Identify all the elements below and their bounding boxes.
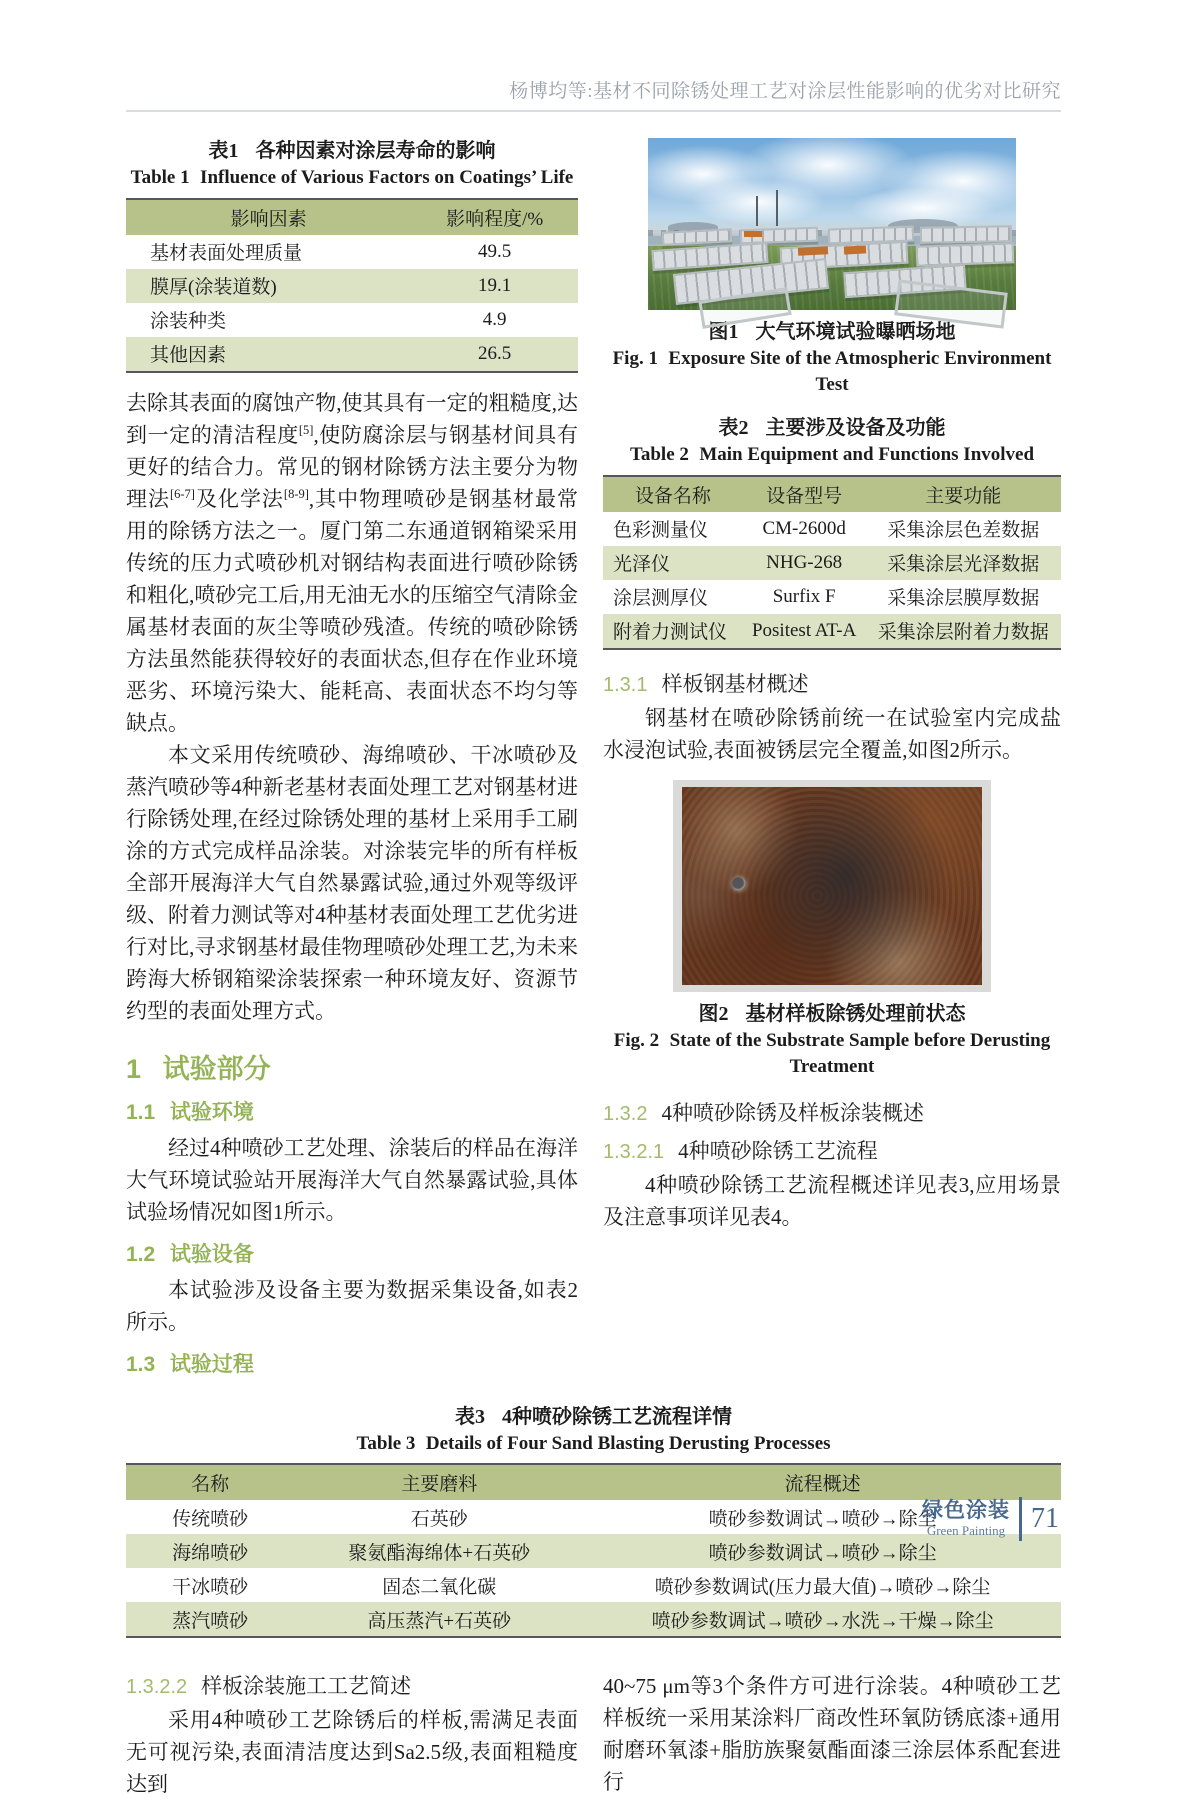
- paragraph-1-3-2-1: 4种喷砂除锈工艺流程概述详见表3,应用场景及注意事项详见表4。: [603, 1173, 1061, 1230]
- figure1-photo: [648, 138, 1016, 310]
- figure1-caption: 图1 大气环境试验曝晒场地 Fig. 1 Exposure Site of the Atmospheric Environment Test: [612, 321, 1052, 395]
- paragraph-1-1: 经过4种喷砂工艺处理、涂装后的样品在海洋大气环境试验站开展海洋大气自然暴露试验,具体试验场情况如图1所示。: [126, 1135, 578, 1224]
- running-head: 杨博均等:基材不同除锈处理工艺对涂层性能影响的优劣对比研究: [509, 81, 1061, 102]
- table-row: 海绵喷砂 聚氨酯海绵体+石英砂 喷砂参数调试→喷砂→除尘: [126, 1534, 1061, 1568]
- table1-influence-factors: [126, 198, 578, 373]
- plate-hole: [732, 877, 746, 891]
- orange-samples: [744, 231, 762, 237]
- table-row: 涂装种类 4.9: [150, 308, 507, 333]
- table-row: 传统喷砂 石英砂 喷砂参数调试→喷砂→除尘: [172, 1508, 937, 1530]
- bottom-right-column: [603, 1662, 1061, 1800]
- exposure-rack: [920, 225, 1012, 244]
- section-1-3-2-1-heading: 1.3.2.1 4种喷砂除锈工艺流程: [603, 1139, 878, 1164]
- paragraph-continuation: 40~75 μm等3个条件方可进行涂装。4种喷砂工艺样板统一采用某涂料厂商改性环氧防锈底漆+通用耐磨环氧漆+脂肪族聚氨酯面漆三涂层体系配套进行: [603, 1674, 1061, 1795]
- section-1-heading: 1 试验部分: [126, 1053, 271, 1084]
- table-row: 其他因素 26.5: [126, 337, 578, 372]
- paragraph-intro-2: 本文采用传统喷砂、海绵喷砂、干冰喷砂及蒸汽喷砂等4种新老基材表面处理工艺对钢基材进行除锈处理,在经过除锈处理的基材上采用手工刷涂的方式完成样品涂装。对涂装完毕的所有样板全部开展海洋大气自然暴露试验,通过外观等级评级、附着力测试等对4种基材表面处理工艺优劣进行对比,寻求钢基材最佳物理喷砂处理工艺,为未来跨海大桥钢箱梁涂装探索一种环境友好、资源节约型的表面处理方式。: [126, 742, 578, 1023]
- rusted-plate: [682, 787, 982, 985]
- section-1-2-heading: 1.2 试验设备: [126, 1242, 254, 1266]
- table-header-row: 影响因素 影响程度/%: [126, 199, 578, 235]
- paragraph-1-3-2-2: 采用4种喷砂工艺除锈后的样板,需满足表面无可视污染,表面清洁度达到Sa2.5级,表面粗糙度达到: [126, 1708, 578, 1797]
- journal-brand: [922, 1499, 1010, 1538]
- exposure-rack: [916, 242, 1015, 266]
- mast-pole: [756, 196, 758, 226]
- table3-caption: 表3 4种喷砂除锈工艺流程详情 Table 3 Details of Four Sand Blasting Derusting Processes: [356, 1405, 831, 1454]
- paragraph-intro-1: 去除其表面的腐蚀产物,使其具有一定的粗糙度,达到一定的清洁程度[5],使防腐涂层与钢基材间具有更好的结合力。常见的钢材除锈方法主要分为物理法[6-7]及化学法[8-9],其中物理喷砂是钢基材最常用的除锈方法之一。厦门第二东通道钢箱梁采用传统的压力式喷砂机对钢结构表面进行喷砂除锈和粗化,喷砂完工后,用无油无水的压缩空气清除金属基材表面的灰尘等喷砂残渣。传统的喷砂除锈方法虽然能获得较好的表面状态,但存在作业环境恶劣、环境污染大、能耗高、表面状态不均匀等缺点。: [126, 390, 579, 735]
- left-column: [126, 138, 578, 1384]
- paragraph-1-3-1: 钢基材在喷砂除锈前统一在试验室内完成盐水浸泡试验,表面被锈层完全覆盖,如图2所示。: [603, 705, 1061, 762]
- journal-name-zh: 绿色涂装: [922, 1499, 1010, 1523]
- cloud: [688, 178, 828, 226]
- table1-caption: 表1 各种因素对涂层寿命的影响 Table 1 Influence of Various Factors on Coatings’ Life: [130, 140, 574, 188]
- orange-samples: [844, 245, 866, 254]
- section-1-3-2-heading: 1.3.2 4种喷砂除锈及样板涂装概述: [603, 1101, 924, 1126]
- table-header-row: 设备名称 设备型号 主要功能: [603, 476, 1061, 512]
- section-1-1-heading: 1.1 试验环境: [126, 1100, 254, 1124]
- orange-samples: [798, 246, 828, 256]
- table-header-row: 名称 主要磨料 流程概述: [126, 1464, 1061, 1500]
- table-row: 涂层测厚仪 Surfix F 采集涂层膜厚数据: [613, 585, 1040, 610]
- page-footer: [922, 1497, 1059, 1541]
- citation-ref: [6-7]: [169, 486, 195, 501]
- citation-ref: [5]: [298, 422, 314, 437]
- citation-ref: [8-9]: [283, 486, 309, 501]
- bottom-left-column: [126, 1662, 578, 1800]
- right-column: [603, 138, 1061, 1384]
- section-1-3-2-2-heading: 1.3.2.2 样板涂装施工工艺简述: [126, 1674, 412, 1699]
- paragraph-1-2: 本试验涉及设备主要为数据采集设备,如表2所示。: [126, 1277, 578, 1334]
- section-1-3-heading: 1.3 试验过程: [126, 1352, 254, 1376]
- mast-pole: [776, 190, 778, 226]
- header-divider: [126, 110, 1061, 112]
- table2-caption: 表2 主要涉及设备及功能 Table 2 Main Equipment and Functions Involved: [629, 417, 1035, 466]
- table-row: 膜厚(涂装道数) 19.1: [126, 269, 578, 303]
- figure2-caption: 图2 基材样板除锈处理前状态 Fig. 2 State of the Substrate Sample before Derusting Treatment: [613, 1002, 1051, 1077]
- table-row: 色彩测量仪 CM-2600d 采集涂层色差数据: [613, 517, 1040, 542]
- table-row: 蒸汽喷砂 高压蒸汽+石英砂 喷砂参数调试→喷砂→水洗→干燥→除尘: [126, 1602, 1061, 1637]
- journal-name-en: Green Painting: [926, 1522, 1006, 1538]
- page-number: 71: [1031, 1503, 1059, 1534]
- table2-equipment: [603, 475, 1061, 650]
- footer-divider-bar: [1019, 1497, 1022, 1541]
- table-row: 光泽仪 NHG-268 采集涂层光泽数据: [603, 546, 1061, 580]
- table3-processes: [126, 1463, 1061, 1638]
- table-row: 干冰喷砂 固态二氧化碳 喷砂参数调试(压力最大值)→喷砂→除尘: [172, 1576, 991, 1598]
- table-row: 基材表面处理质量 49.5: [150, 240, 512, 265]
- figure2-photo: [673, 780, 991, 992]
- table-row: 附着力测试仪 Positest AT-A 采集涂层附着力数据: [603, 614, 1061, 649]
- table3-section: [126, 1404, 1061, 1639]
- section-1-3-1-heading: 1.3.1 样板钢基材概述: [603, 671, 809, 696]
